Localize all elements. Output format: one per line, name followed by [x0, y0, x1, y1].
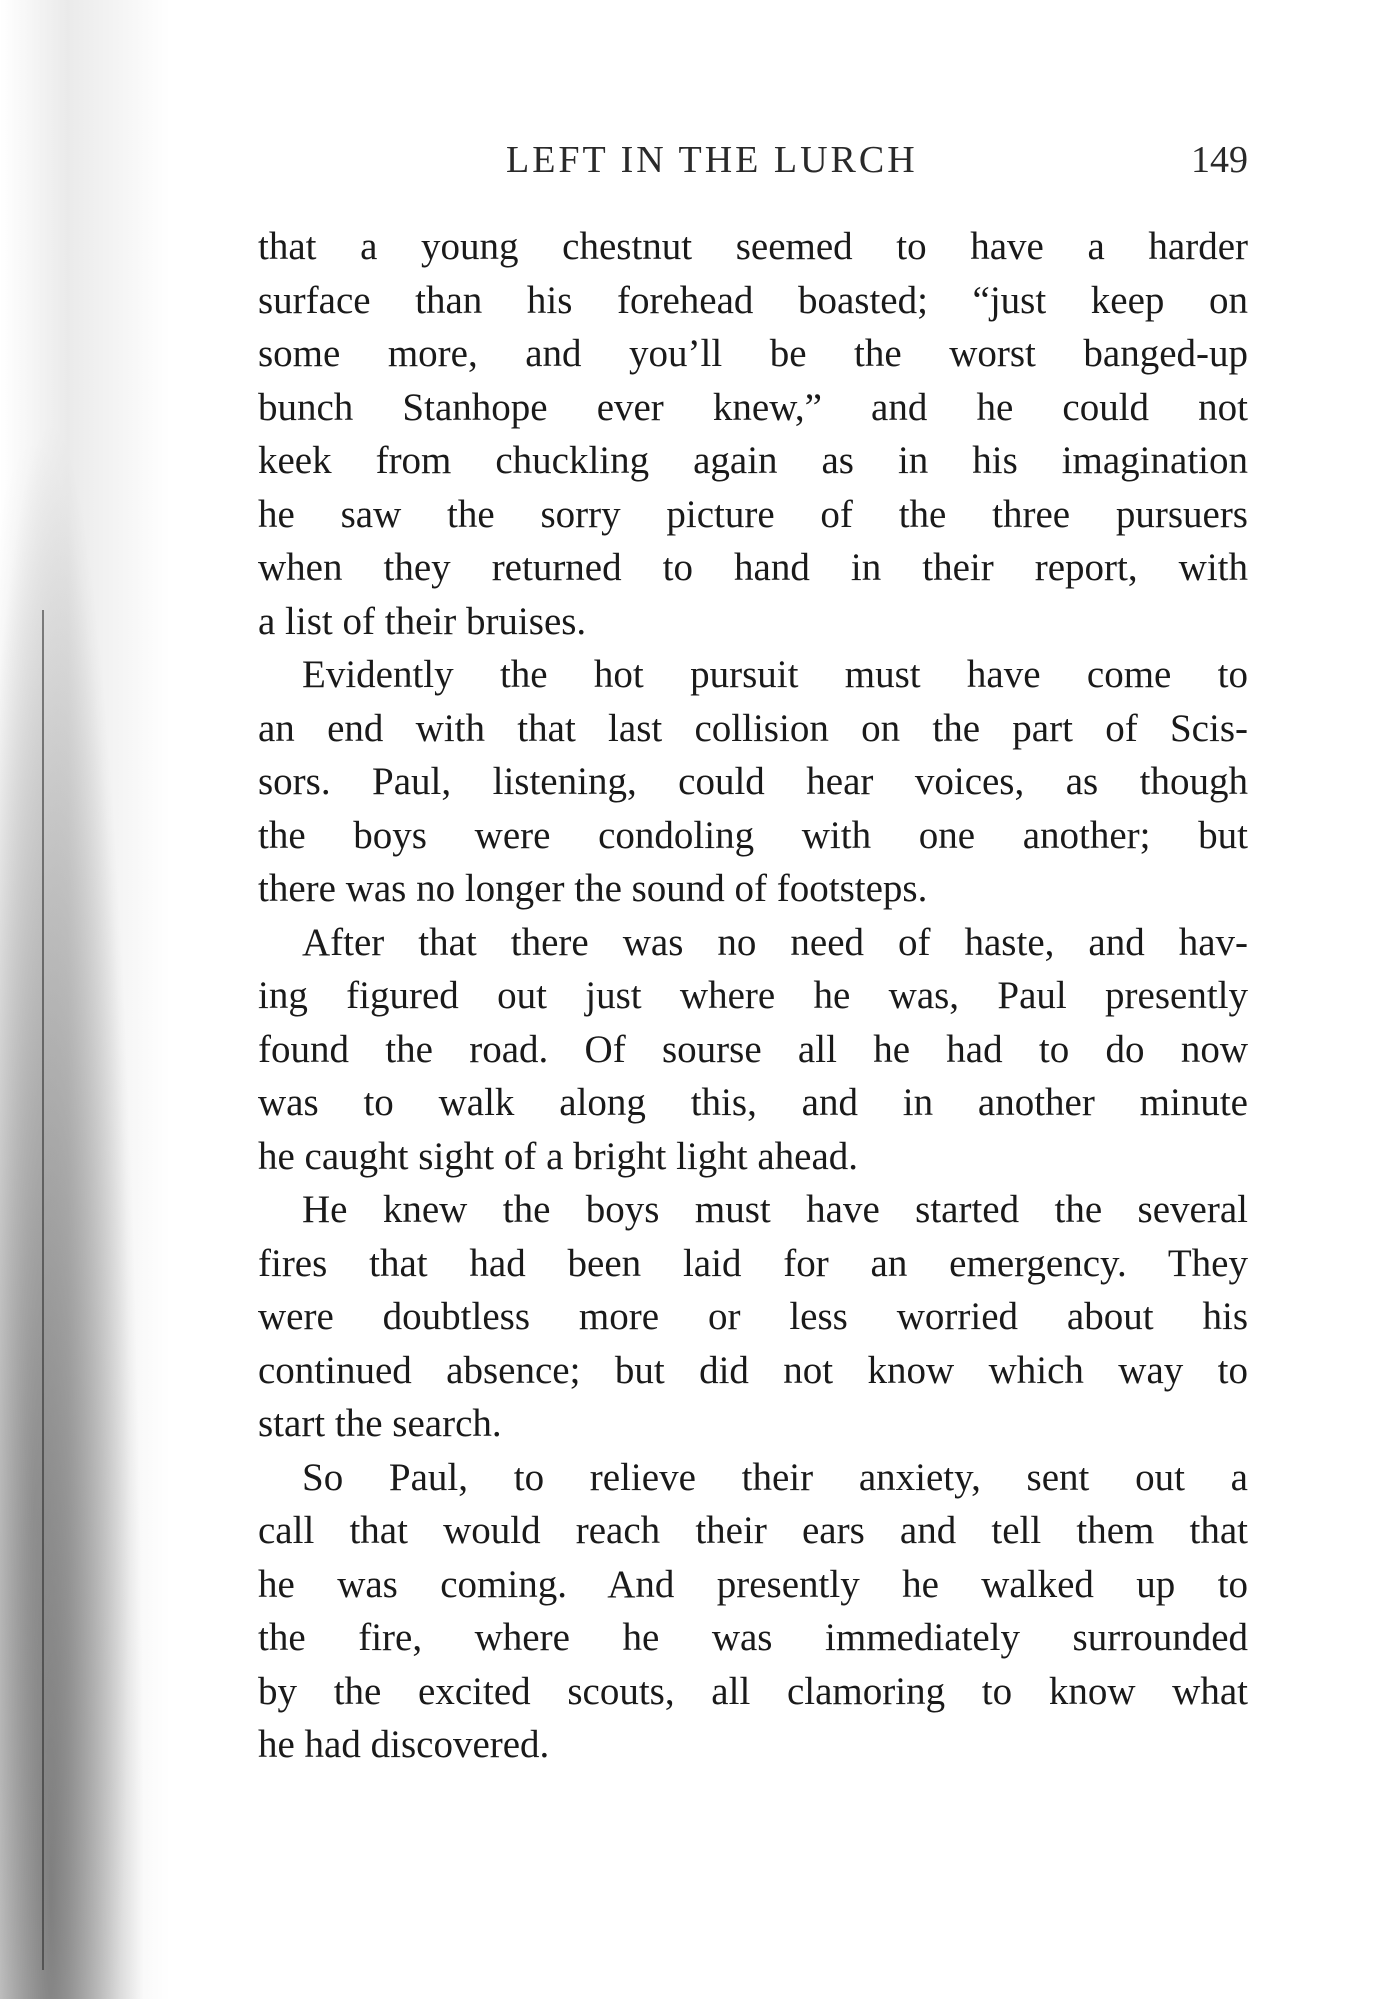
text-line: ing figured out just where he was, Paul presently — [258, 974, 1248, 1017]
paragraph — [258, 648, 1248, 916]
text-line: So Paul, to relieve their anxiety, sent out a — [302, 1455, 1248, 1499]
page-gutter-shadow — [0, 0, 170, 1999]
text-line: bunch Stanhope ever knew,” and he could not — [258, 385, 1248, 429]
text-line: he saw the sorry picture of the three pursuers — [258, 492, 1248, 536]
text-line: when they returned to hand in their report, with — [258, 546, 1248, 589]
text-line: surface than his forehead boasted; “just keep on — [258, 278, 1248, 322]
text-line: keek from chuckling again as in his imagination — [258, 439, 1248, 482]
paragraph — [258, 916, 1248, 1184]
text-line: he had discovered. — [258, 1723, 550, 1766]
paragraph — [258, 1451, 1248, 1772]
text-line: the boys were condoling with one another; but — [258, 813, 1248, 857]
text-line: start the search. — [258, 1402, 502, 1445]
text-line: there was no longer the sound of footsteps. — [258, 867, 928, 910]
text-line: call that would reach their ears and tell them that — [258, 1509, 1248, 1552]
paragraph — [258, 1183, 1248, 1451]
text-line: was to walk along this, and in another minute — [258, 1081, 1248, 1124]
text-line: found the road. Of sourse all he had to do now — [258, 1027, 1248, 1071]
text-line: He knew the boys must have started the several — [302, 1188, 1248, 1231]
text-line: Evidently the hot pursuit must have come to — [302, 653, 1248, 696]
running-head — [258, 138, 1258, 188]
paragraph — [258, 220, 1248, 648]
running-title: LEFT IN THE LURCH — [506, 139, 918, 181]
text-line: he caught sight of a bright light ahead. — [258, 1134, 859, 1178]
body-text — [258, 220, 1248, 1772]
text-line: the fire, where he was immediately surrounded — [258, 1616, 1248, 1659]
text-line: were doubtless more or less worried about his — [258, 1295, 1248, 1338]
binding-edge-line — [42, 610, 44, 1970]
text-line: by the excited scouts, all clamoring to know what — [258, 1669, 1248, 1713]
text-line: that a young chestnut seemed to have a harder — [258, 225, 1248, 268]
page-number: 149 — [1191, 139, 1248, 181]
text-line: a list of their bruises. — [258, 599, 587, 643]
text-line: he was coming. And presently he walked up to — [258, 1562, 1248, 1606]
text-line: an end with that last collision on the part of Scis- — [258, 706, 1248, 750]
text-line: After that there was no need of haste, and hav- — [302, 920, 1248, 964]
text-line: some more, and you’ll be the worst banged-up — [258, 332, 1248, 375]
text-line: continued absence; but did not know which way to — [258, 1348, 1248, 1392]
text-line: sors. Paul, listening, could hear voices, as though — [258, 760, 1248, 803]
text-line: fires that had been laid for an emergency. They — [258, 1241, 1248, 1285]
